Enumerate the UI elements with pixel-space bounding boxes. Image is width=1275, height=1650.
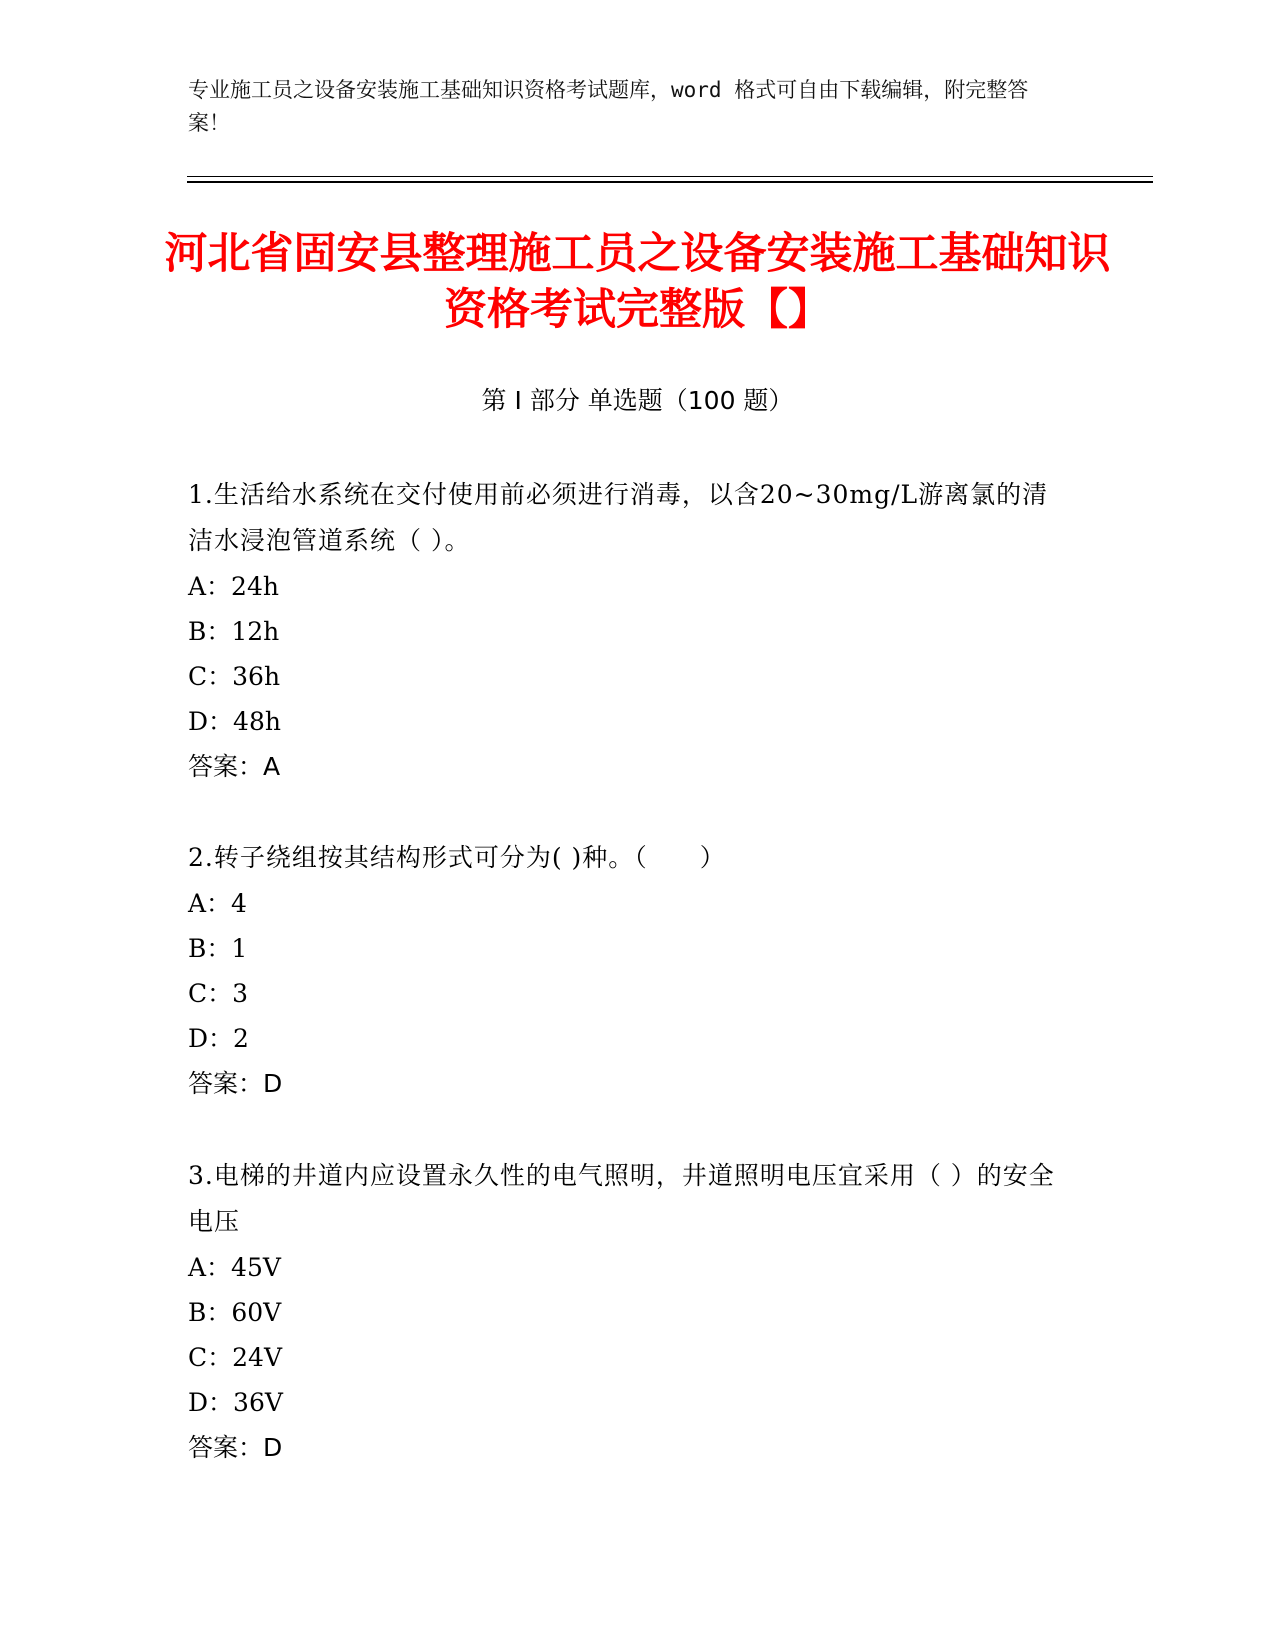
option-d: D：36V (188, 1388, 283, 1417)
option-c: C：3 (188, 979, 249, 1008)
question-3 (188, 1153, 1068, 1470)
option-a: A：45V (188, 1253, 281, 1282)
section-heading: 第 I 部分 单选题（100 题） (481, 386, 794, 415)
question-text: 3.电梯的井道内应设置永久性的电气照明，井道照明电压宜采用（ ）的安全电压 (188, 1161, 1055, 1236)
option-a: A：4 (188, 889, 247, 918)
option-a: A：24h (188, 572, 279, 601)
option-b: B：60V (188, 1298, 282, 1327)
header-note: 专业施工员之设备安装施工基础知识资格考试题库，word 格式可自由下载编辑，附完整答案！ (188, 78, 1029, 135)
question-1 (188, 472, 1068, 789)
option-d: D：48h (188, 707, 281, 736)
question-text: 2.转子绕组按其结构形式可分为( )种。（ ） (188, 843, 726, 872)
option-c: C：24V (188, 1343, 282, 1372)
question-2 (188, 835, 1068, 1106)
header-divider-thick (187, 181, 1153, 183)
question-text: 1.生活给水系统在交付使用前必须进行消毒，以含20~30mg/L游离氯的清洁水浸泡管道系统（ ）。 (188, 480, 1049, 555)
answer: 答案：A (188, 752, 281, 781)
option-b: B：1 (188, 934, 248, 963)
document-title: 河北省固安县整理施工员之设备安装施工基础知识资格考试完整版【】 (164, 229, 1111, 335)
option-b: B：12h (188, 617, 280, 646)
header-divider-thin (187, 176, 1153, 177)
answer: 答案：D (188, 1433, 283, 1462)
option-c: C：36h (188, 662, 281, 691)
option-d: D：2 (188, 1024, 249, 1053)
answer: 答案：D (188, 1069, 283, 1098)
